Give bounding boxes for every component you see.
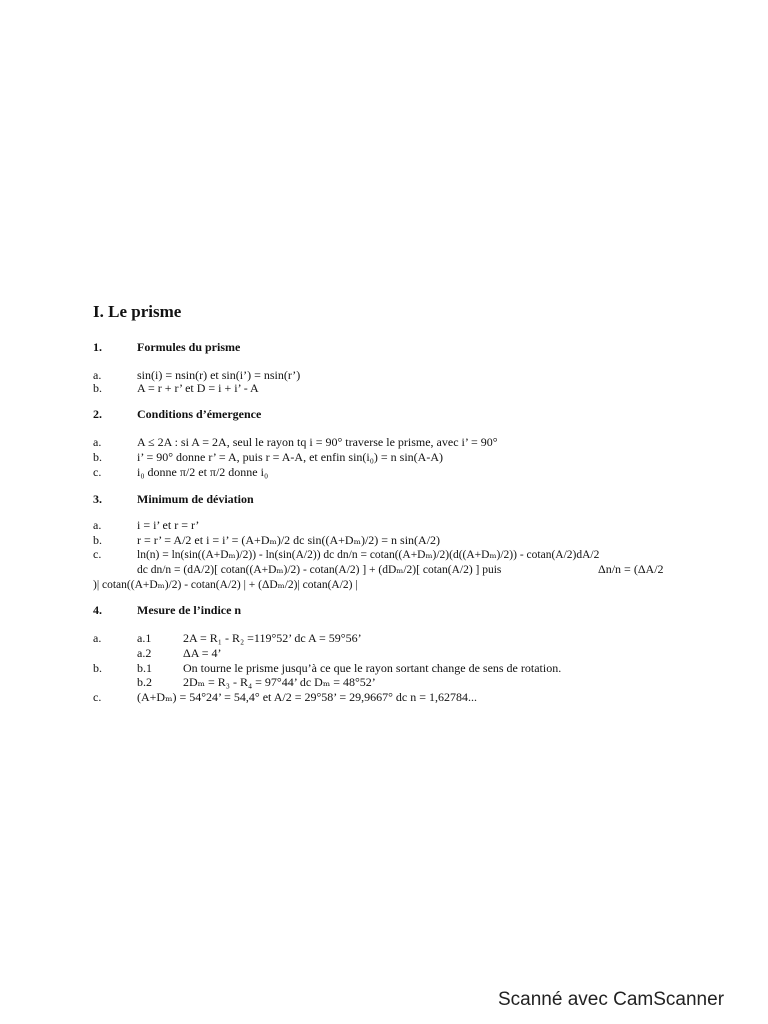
s4-a1-text: 2A = R₁ - R₂ =119°52’ dc A = 59°56’ [183,631,362,645]
section-3-title: Minimum de déviation [137,492,254,506]
section-2-title: Conditions d’émergence [137,407,262,421]
s4-c-label: c. [93,690,102,704]
s4-b2-text: 2Dₘ = R₃ - R₄ = 97°44’ dc Dₘ = 48°52’ [183,675,376,689]
scanner-watermark: Scanné avec CamScanner [498,989,725,1010]
s3-c-line2: dc dn/n = (dA/2)[ cotan((A+Dₘ)/2) - cotan(A/2) ] + (dDₘ/2)[ cotan(A/2) ] puis [137,564,502,576]
s4-b1-text: On tourne le prisme jusqu’à ce que le rayon sortant change de sens de rotation. [183,661,562,675]
s4-b-label: b. [93,661,102,675]
s3-b-text: r = r’ = A/2 et i = i’ = (A+Dₘ)/2 dc sin((A+Dₘ)/2) = n sin(A/2) [137,533,441,547]
s4-b1-label: b.1 [137,661,152,675]
s4-c-text: (A+Dₘ) = 54°24’ = 54,4° et A/2 = 29°58’ = 29,9667° dc n = 1,62784... [137,690,478,704]
s3-a-label: a. [93,518,102,532]
s2-a-label: a. [93,435,102,449]
s4-a-label: a. [93,631,102,645]
s1-b-label: b. [93,381,102,395]
section-1-title: Formules du prisme [137,340,241,354]
s2-a-text: A ≤ 2A : si A = 2A, seul le rayon tq i = 90° traverse le prisme, avec i’ = 90° [137,435,498,449]
s3-c-label: c. [93,547,102,561]
s4-a1-label: a.1 [137,631,152,645]
s4-a2-text: ΔA = 4’ [183,646,222,660]
s4-a2-label: a.2 [137,646,152,660]
s2-c-label: c. [93,465,102,479]
s3-c-line2b: Δn/n = (ΔA/2 [598,562,664,576]
s2-c-text: i₀ donne π/2 et π/2 donne i₀ [137,465,269,479]
s1-b-text: A = r + r’ et D = i + i’ - A [137,381,259,395]
section-3-number: 3. [93,492,102,506]
s2-b-label: b. [93,450,102,464]
s3-b-label: b. [93,533,102,547]
s4-b2-label: b.2 [137,675,152,689]
s2-b-text: i’ = 90° donne r’ = A, puis r = A-A, et enfin sin(i₀) = n sin(A-A) [137,450,444,464]
section-4-number: 4. [93,603,102,617]
s3-c-line3: )| cotan((A+Dₘ)/2) - cotan(A/2) | + (ΔDₘ/2)| cotan(A/2) | [93,579,358,591]
s3-a-text: i = i’ et r = r’ [137,518,200,532]
page-title: I. Le prisme [93,302,182,321]
section-2-number: 2. [93,407,102,421]
s3-c-line1: ln(n) = ln(sin((A+Dₘ)/2)) - ln(sin(A/2)) dc dn/n = cotan((A+Dₘ)/2)(d((A+Dₘ)/2)) - cotan(A/2)dA/2 [137,549,600,561]
s1-a-text: sin(i) = nsin(r) et sin(i’) = nsin(r’) [137,368,301,382]
section-4-title: Mesure de l’indice n [137,603,242,617]
s1-a-label: a. [93,368,102,382]
section-1-number: 1. [93,340,102,354]
